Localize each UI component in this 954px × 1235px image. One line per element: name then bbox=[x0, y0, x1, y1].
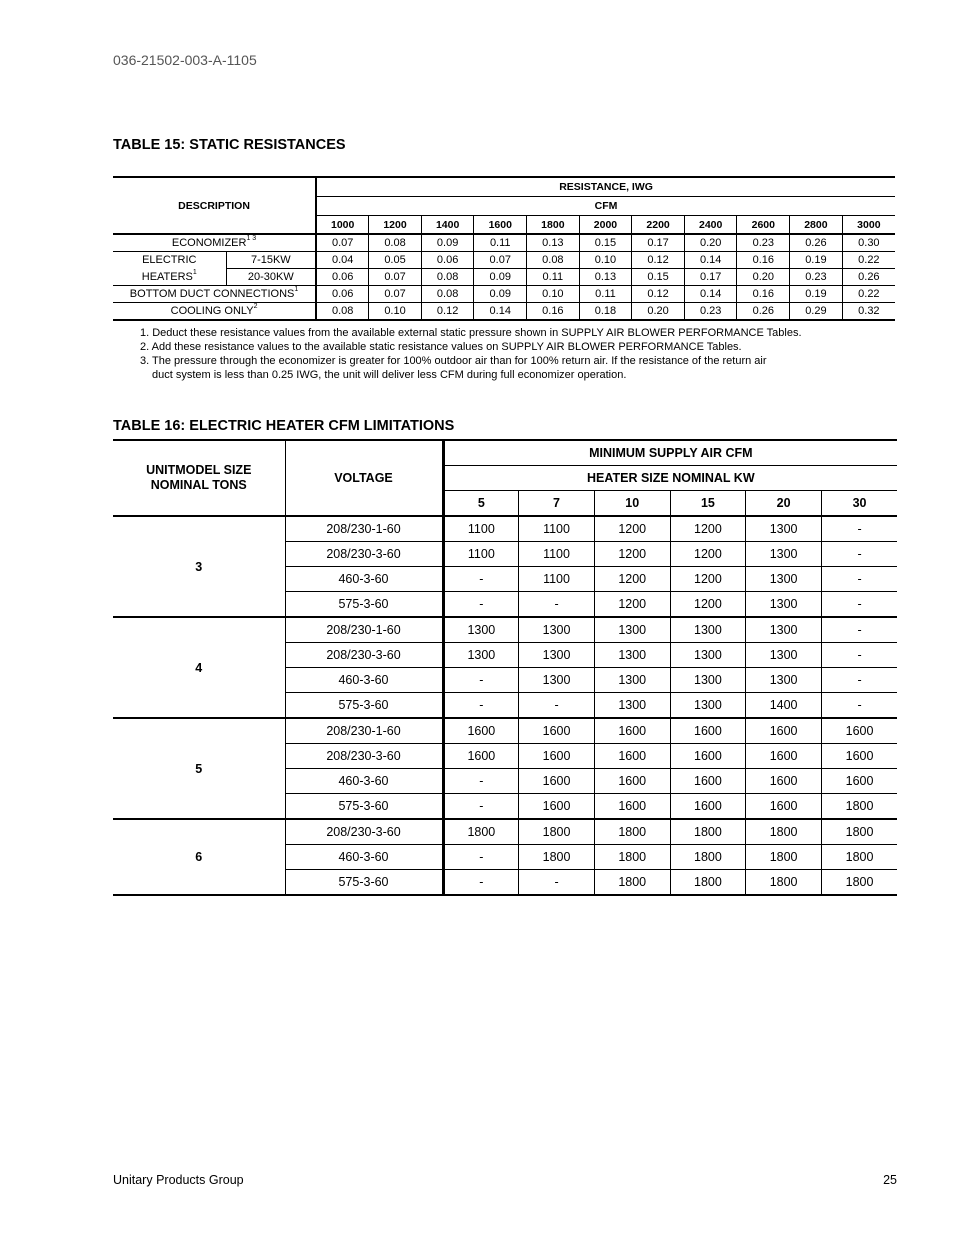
table-cell: 0.32 bbox=[842, 303, 895, 321]
table-cell: 0.06 bbox=[316, 286, 369, 303]
static-resistances-table bbox=[113, 176, 895, 321]
cfm-value-cell: 1200 bbox=[670, 542, 746, 567]
unit-size-cell: 6 bbox=[113, 819, 285, 895]
cfm-value-cell: 1800 bbox=[821, 794, 897, 820]
unit-size-header: UNITMODEL SIZE NOMINAL TONS bbox=[113, 440, 285, 516]
table-cell: 0.08 bbox=[369, 234, 422, 252]
cfm-value-cell: 1300 bbox=[594, 668, 670, 693]
cfm-value-cell: 1300 bbox=[746, 516, 822, 542]
cfm-value-cell: 1600 bbox=[670, 744, 746, 769]
cfm-value-cell: 1200 bbox=[670, 567, 746, 592]
cfm-value-cell: 1600 bbox=[670, 718, 746, 744]
table-cell: 0.17 bbox=[684, 269, 737, 286]
kw-column-header: 30 bbox=[821, 491, 897, 517]
unit-size-cell: 3 bbox=[113, 516, 285, 617]
table-cell: 0.26 bbox=[737, 303, 790, 321]
table-cell: 0.10 bbox=[579, 252, 632, 269]
table-row bbox=[113, 303, 895, 321]
cfm-value-cell: 1200 bbox=[594, 592, 670, 618]
table-cell: 0.12 bbox=[632, 252, 685, 269]
voltage-cell: 575-3-60 bbox=[285, 794, 443, 820]
table-cell: 0.15 bbox=[632, 269, 685, 286]
cfm-value-cell: - bbox=[519, 693, 595, 719]
cfm-value-cell: 1600 bbox=[594, 744, 670, 769]
table-row bbox=[113, 286, 895, 303]
cfm-value-cell: 1600 bbox=[594, 769, 670, 794]
cfm-value-cell: 1400 bbox=[746, 693, 822, 719]
cfm-value-cell: 1100 bbox=[443, 516, 519, 542]
kw-column-header: 5 bbox=[443, 491, 519, 517]
cfm-value-cell: - bbox=[443, 870, 519, 896]
cfm-value-cell: - bbox=[443, 693, 519, 719]
table-cell: 0.16 bbox=[527, 303, 580, 321]
table-cell: 0.08 bbox=[527, 252, 580, 269]
table-row bbox=[113, 234, 895, 252]
table-cell: 0.07 bbox=[316, 234, 369, 252]
cfm-value-cell: 1200 bbox=[594, 516, 670, 542]
cfm-value-cell: 1600 bbox=[821, 744, 897, 769]
cfm-value-cell: 1300 bbox=[519, 643, 595, 668]
cfm-value-cell: - bbox=[443, 845, 519, 870]
table-cell: 0.19 bbox=[790, 286, 843, 303]
cfm-column-header: 2000 bbox=[579, 216, 632, 235]
resistance-header: RESISTANCE, IWG bbox=[316, 177, 895, 197]
kw-column-header: 15 bbox=[670, 491, 746, 517]
cfm-value-cell: 1600 bbox=[594, 718, 670, 744]
cfm-value-cell: 1200 bbox=[670, 592, 746, 618]
cooling-only-label: COOLING ONLY$^2$ bbox=[170, 303, 258, 317]
table-row bbox=[113, 252, 895, 269]
cfm-value-cell: 1300 bbox=[746, 617, 822, 643]
heater-20-30-label: 20-30KW bbox=[226, 269, 316, 286]
bottom-duct-label: BOTTOM DUCT CONNECTIONS$^1$ bbox=[113, 286, 316, 303]
voltage-cell: 460-3-60 bbox=[285, 845, 443, 870]
table-cell: 0.14 bbox=[684, 286, 737, 303]
electric-heaters-label-1: ELECTRIC bbox=[142, 254, 197, 267]
kw-column-header: 10 bbox=[594, 491, 670, 517]
table-cell: 0.09 bbox=[474, 269, 527, 286]
table-cell: 0.13 bbox=[527, 234, 580, 252]
table-cell: 0.23 bbox=[737, 234, 790, 252]
cfm-column-header: 2800 bbox=[790, 216, 843, 235]
cfm-value-cell: 1300 bbox=[443, 643, 519, 668]
cfm-value-cell: 1600 bbox=[670, 794, 746, 820]
table-cell: 0.04 bbox=[316, 252, 369, 269]
cfm-column-header: 1600 bbox=[474, 216, 527, 235]
cfm-value-cell: - bbox=[443, 668, 519, 693]
table-cell: 0.26 bbox=[790, 234, 843, 252]
economizer-label: $ECONOMIZER^{1 3}$ bbox=[113, 234, 316, 252]
cfm-value-cell: 1200 bbox=[594, 567, 670, 592]
cfm-value-cell: 1300 bbox=[519, 668, 595, 693]
table-cell: 0.08 bbox=[421, 269, 474, 286]
voltage-cell: 575-3-60 bbox=[285, 592, 443, 618]
voltage-header: VOLTAGE bbox=[285, 440, 443, 516]
cfm-value-cell: 1800 bbox=[821, 819, 897, 845]
cfm-value-cell: 1800 bbox=[594, 870, 670, 896]
cfm-value-cell: 1600 bbox=[519, 744, 595, 769]
table-cell: 0.29 bbox=[790, 303, 843, 321]
table-row bbox=[113, 718, 897, 744]
table-cell: 0.12 bbox=[632, 286, 685, 303]
table-cell: 0.13 bbox=[579, 269, 632, 286]
cfm-value-cell: 1600 bbox=[746, 794, 822, 820]
cfm-value-cell: 1600 bbox=[746, 769, 822, 794]
cfm-column-header: 1000 bbox=[316, 216, 369, 235]
voltage-cell: 208/230-1-60 bbox=[285, 617, 443, 643]
table-cell: 0.05 bbox=[369, 252, 422, 269]
cfm-value-cell: - bbox=[443, 592, 519, 618]
cfm-value-cell: 1100 bbox=[519, 516, 595, 542]
cfm-value-cell: 1300 bbox=[746, 668, 822, 693]
voltage-cell: 460-3-60 bbox=[285, 668, 443, 693]
table-cell: 0.11 bbox=[527, 269, 580, 286]
cfm-value-cell: 1300 bbox=[746, 643, 822, 668]
table-cell: 0.09 bbox=[474, 286, 527, 303]
table-15-title: TABLE 15: STATIC RESISTANCES bbox=[113, 137, 346, 153]
voltage-cell: 208/230-3-60 bbox=[285, 643, 443, 668]
table-cell: 0.20 bbox=[737, 269, 790, 286]
cfm-value-cell: - bbox=[821, 643, 897, 668]
cfm-value-cell: - bbox=[821, 592, 897, 618]
cfm-value-cell: 1300 bbox=[443, 617, 519, 643]
table-cell: 0.26 bbox=[842, 269, 895, 286]
table-cell: 0.22 bbox=[842, 286, 895, 303]
table-cell: 0.11 bbox=[579, 286, 632, 303]
cfm-column-header: 2400 bbox=[684, 216, 737, 235]
cfm-value-cell: 1800 bbox=[821, 845, 897, 870]
table-row bbox=[113, 516, 897, 542]
voltage-cell: 208/230-3-60 bbox=[285, 819, 443, 845]
cfm-column-header: 2600 bbox=[737, 216, 790, 235]
page-number: 25 bbox=[883, 1173, 897, 1187]
cfm-value-cell: - bbox=[821, 567, 897, 592]
cfm-value-cell: 1300 bbox=[670, 643, 746, 668]
cfm-value-cell: 1800 bbox=[746, 845, 822, 870]
cfm-value-cell: 1600 bbox=[519, 718, 595, 744]
voltage-cell: 460-3-60 bbox=[285, 769, 443, 794]
table-cell: 0.23 bbox=[684, 303, 737, 321]
cfm-value-cell: 1300 bbox=[594, 617, 670, 643]
note-2: 2. Add these resistance values to the available static resistance values on SUPPLY AIR BLOWER PERFORMANCE Tables. bbox=[140, 341, 742, 353]
document-id: 036-21502-003-A-1105 bbox=[113, 52, 257, 68]
cfm-value-cell: - bbox=[821, 617, 897, 643]
cfm-value-cell: 1800 bbox=[594, 845, 670, 870]
cfm-value-cell: 1300 bbox=[746, 592, 822, 618]
electric-heater-cfm-table bbox=[113, 439, 897, 896]
cfm-value-cell: 1800 bbox=[519, 845, 595, 870]
cfm-value-cell: - bbox=[519, 870, 595, 896]
voltage-cell: 575-3-60 bbox=[285, 870, 443, 896]
cfm-value-cell: 1300 bbox=[670, 693, 746, 719]
table-cell: 0.22 bbox=[842, 252, 895, 269]
table-cell: 0.17 bbox=[632, 234, 685, 252]
cfm-column-header: 1200 bbox=[369, 216, 422, 235]
table-cell: 0.16 bbox=[737, 252, 790, 269]
electric-heaters-label-2: HEATERS$^1$ bbox=[113, 269, 226, 286]
table-cell: 0.07 bbox=[369, 269, 422, 286]
voltage-cell: 208/230-1-60 bbox=[285, 516, 443, 542]
table-cell: 0.30 bbox=[842, 234, 895, 252]
table-cell: 0.23 bbox=[790, 269, 843, 286]
description-header: DESCRIPTION bbox=[113, 177, 316, 234]
cfm-value-cell: 1600 bbox=[519, 769, 595, 794]
cfm-column-header: 1400 bbox=[421, 216, 474, 235]
voltage-cell: 208/230-3-60 bbox=[285, 542, 443, 567]
min-supply-cfm-header: MINIMUM SUPPLY AIR CFM bbox=[589, 446, 753, 460]
cfm-value-cell: 1200 bbox=[594, 542, 670, 567]
heater-size-header: HEATER SIZE NOMINAL KW bbox=[443, 466, 897, 491]
table-cell: 0.20 bbox=[684, 234, 737, 252]
table-cell: 0.07 bbox=[474, 252, 527, 269]
table-cell: 0.06 bbox=[316, 269, 369, 286]
table-cell: 0.20 bbox=[632, 303, 685, 321]
cfm-value-cell: 1600 bbox=[519, 794, 595, 820]
cfm-value-cell: 1300 bbox=[670, 617, 746, 643]
cfm-value-cell: 1600 bbox=[746, 718, 822, 744]
table-cell: 0.09 bbox=[421, 234, 474, 252]
cfm-value-cell: 1100 bbox=[519, 542, 595, 567]
cfm-value-cell: 1600 bbox=[670, 769, 746, 794]
kw-column-header: 20 bbox=[746, 491, 822, 517]
cfm-value-cell: 1300 bbox=[519, 617, 595, 643]
table-cell: 0.07 bbox=[369, 286, 422, 303]
table-cell: 0.10 bbox=[527, 286, 580, 303]
cfm-value-cell: - bbox=[443, 769, 519, 794]
cfm-header: CFM bbox=[316, 197, 895, 216]
table-cell: 0.08 bbox=[421, 286, 474, 303]
table-cell: 0.14 bbox=[474, 303, 527, 321]
table-cell: 0.15 bbox=[579, 234, 632, 252]
cfm-value-cell: - bbox=[821, 668, 897, 693]
cfm-value-cell: - bbox=[443, 794, 519, 820]
cfm-value-cell: 1300 bbox=[670, 668, 746, 693]
footer-company: Unitary Products Group bbox=[113, 1173, 244, 1187]
unit-size-cell: 5 bbox=[113, 718, 285, 819]
kw-column-header: 7 bbox=[519, 491, 595, 517]
cfm-value-cell: 1800 bbox=[519, 819, 595, 845]
cfm-value-cell: 1600 bbox=[594, 794, 670, 820]
voltage-cell: 575-3-60 bbox=[285, 693, 443, 719]
cfm-column-header: 2200 bbox=[632, 216, 685, 235]
cfm-value-cell: 1300 bbox=[746, 542, 822, 567]
table-row bbox=[113, 269, 895, 286]
cfm-value-cell: 1300 bbox=[746, 567, 822, 592]
unit-size-cell: 4 bbox=[113, 617, 285, 718]
cfm-value-cell: 1300 bbox=[594, 693, 670, 719]
cfm-value-cell: 1100 bbox=[443, 542, 519, 567]
cfm-value-cell: 1800 bbox=[670, 870, 746, 896]
voltage-cell: 460-3-60 bbox=[285, 567, 443, 592]
cfm-column-header: 1800 bbox=[527, 216, 580, 235]
cfm-value-cell: 1600 bbox=[746, 744, 822, 769]
table-cell: 0.16 bbox=[737, 286, 790, 303]
table-cell: 0.18 bbox=[579, 303, 632, 321]
table-row bbox=[113, 617, 897, 643]
cfm-value-cell: 1800 bbox=[746, 870, 822, 896]
cfm-value-cell: 1100 bbox=[519, 567, 595, 592]
table-cell: 0.10 bbox=[369, 303, 422, 321]
cfm-value-cell: 1600 bbox=[443, 718, 519, 744]
cfm-value-cell: 1600 bbox=[821, 718, 897, 744]
cfm-value-cell: 1800 bbox=[670, 819, 746, 845]
note-1: 1. Deduct these resistance values from the available external static pressure shown in SUPPLY AIR BLOWER PERFORMANCE Tables. bbox=[140, 327, 802, 339]
cfm-value-cell: 1200 bbox=[670, 516, 746, 542]
table-cell: 0.19 bbox=[790, 252, 843, 269]
cfm-value-cell: 1800 bbox=[746, 819, 822, 845]
cfm-value-cell: - bbox=[821, 542, 897, 567]
table-16-title: TABLE 16: ELECTRIC HEATER CFM LIMITATIONS bbox=[113, 418, 455, 434]
cfm-value-cell: - bbox=[821, 516, 897, 542]
cfm-value-cell: - bbox=[821, 693, 897, 719]
table-cell: 0.08 bbox=[316, 303, 369, 321]
cfm-value-cell: 1800 bbox=[594, 819, 670, 845]
cfm-value-cell: - bbox=[443, 567, 519, 592]
note-3-continued: duct system is less than 0.25 IWG, the unit will deliver less CFM during full economizer operation. bbox=[152, 369, 627, 381]
table-15-notes bbox=[140, 326, 802, 382]
cfm-value-cell: - bbox=[519, 592, 595, 618]
cfm-value-cell: 1800 bbox=[670, 845, 746, 870]
table-cell: 0.12 bbox=[421, 303, 474, 321]
cfm-value-cell: 1600 bbox=[821, 769, 897, 794]
heater-7-15-label: 7-15KW bbox=[226, 252, 316, 269]
voltage-cell: 208/230-1-60 bbox=[285, 718, 443, 744]
table-cell: 0.11 bbox=[474, 234, 527, 252]
cfm-value-cell: 1600 bbox=[443, 744, 519, 769]
table-row bbox=[113, 819, 897, 845]
table-cell: 0.14 bbox=[684, 252, 737, 269]
voltage-cell: 208/230-3-60 bbox=[285, 744, 443, 769]
cfm-value-cell: 1800 bbox=[821, 870, 897, 896]
cfm-value-cell: 1300 bbox=[594, 643, 670, 668]
cfm-column-header: 3000 bbox=[842, 216, 895, 235]
table-cell: 0.06 bbox=[421, 252, 474, 269]
cfm-value-cell: 1800 bbox=[443, 819, 519, 845]
note-3: 3. The pressure through the economizer is greater for 100% outdoor air than for 100% return air. If the resistance of the return air bbox=[140, 355, 767, 367]
